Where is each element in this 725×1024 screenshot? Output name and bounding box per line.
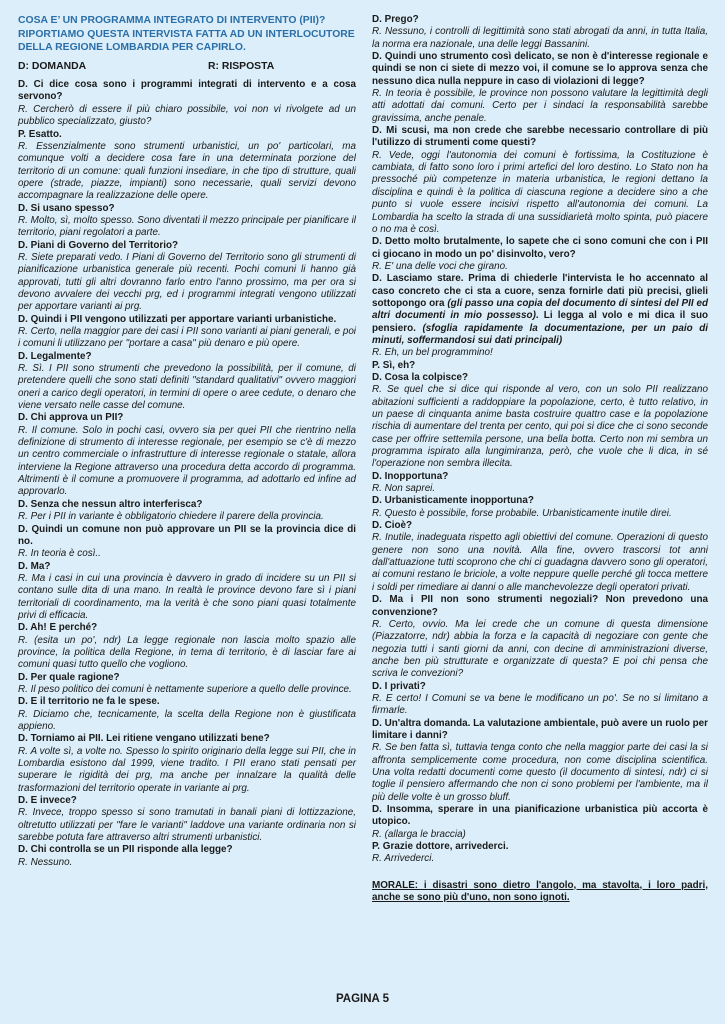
interview-answer: R. Cercherò di essere il più chiaro possibile, voi non vi rivolgete ad un pubblico specializzato, giusto? xyxy=(18,103,356,128)
interview-question: P. Esatto. xyxy=(18,128,62,140)
interview-answer: R. Vede, oggi l'autonomia dei comuni è fortissima, la Costituzione è cambiata, di fatto sono loro i primi artefici del loro destino. Lo Stato non ha pressoché più competenze in materia urbanistica, le regioni dettano la disciplina e quindi è la politica di ciascuna regione a decidere sino a che punto si vuole essere incisivi rispetto all'autonomia dei comuni. La Lombardia ha scelto la strada di una sussidiarietà molto spinta, può piacere o no ma è così. xyxy=(372,149,708,235)
interview-question: D. Quindi i PII vengono utilizzati per apportare varianti urbanistiche. xyxy=(18,313,337,325)
interview-question: D. Senza che nessun altro interferisca? xyxy=(18,498,203,510)
interview-question: P. Grazie dottore, arrivederci. xyxy=(372,841,509,853)
interview-question: P. Sì, eh? xyxy=(372,359,416,371)
interview-answer: R. Inutile, inadeguata rispetto agli obiettivi del comune. Operazioni di questo genere non sono una novità. Alla fine, ovvero trascorsi tot anni dall'attuazione tutti scoprono che chi ci guadagna davvero sono gli operatori, ai comuni restano le briciole, a volte neppure quelle perché gli tocca mettere i soldi per rimediare ai danni o alle manchevolezze degli operatori privati. xyxy=(372,532,708,593)
interview-answer: R. Questo è possibile, forse probabile. Urbanisticamente inutile direi. xyxy=(372,507,672,519)
interview-answer: R. Essenzialmente sono strumenti urbanistici, un po' particolari, ma comunque volti a decidere cosa fare in una determinata porzione del territorio di un comune: quali funzioni insediare, in che tipo di strutture, quali opere (strade, piazze, impianti) sono necessarie, quali servizi devono accompagnare la realizzazione delle opere. xyxy=(18,140,356,202)
interview-question: D. Prego? xyxy=(372,14,419,25)
interview-answer: R. In teoria è possibile, le province non possono valutare la legittimità degli atti adottati dai comuni. Certo per i sindaci la responsabilità sarebbe gravissima, anche penale. xyxy=(372,88,708,124)
interview-answer: R. Il comune. Solo in pochi casi, ovvero sia per quei PII che rientrino nella definizione di strumento di interesse regionale, per esempio se c'è di mezzo un centro commerciale o infrastrutture di interesse regionale o statale, allora interviene la Regione attraverso una procedura detta accordo di programma. Altrimenti è il comune a promuovere il programma, ad adottarlo ed infine ad approvarlo. xyxy=(18,424,356,498)
interview-answer: R. Siete preparati vedo. I Piani di Governo del Territorio sono gli strumenti di pianificazione urbanistica generale più recenti. Pochi comuni li hanno già approvati, tutti gli altri dovranno farlo entro l'anno prossimo, ma per ora si devono avvalere dei vecchi prg, ed i programmi integrati vengono utilizzati per apportare varianti ai prg. xyxy=(18,251,356,313)
interview-question: D. Legalmente? xyxy=(18,350,92,362)
interview-answer: R. In teoria è così.. xyxy=(18,548,101,560)
interview-question: D. Insomma, sperare in una pianificazione urbanistica più accorta è utopico. xyxy=(372,804,708,828)
legend xyxy=(18,61,356,73)
interview-question: D. Urbanisticamente inopportuna? xyxy=(372,495,534,507)
interview-answer: R. (allarga le braccia) xyxy=(372,828,466,840)
question-text: . Li legga al volo e mi dica il suo pensiero. xyxy=(372,310,709,334)
interview-question: D. Cosa la colpisce? xyxy=(372,371,469,383)
interview-question: D. Piani di Governo del Territorio? xyxy=(18,239,179,251)
interview-question: D. E il territorio ne fa le spese. xyxy=(18,696,160,708)
interview-question: D. Chi approva un PII? xyxy=(18,412,124,424)
intro-block xyxy=(18,14,356,55)
interview-answer: R. Sì. I PII sono strumenti che prevedono la possibilità, per il comune, di pretendere quelli che sono stati definiti "standard qualitativi" ovvero maggiori oneri a carico degli operatori, in termini di opere o aree cedute, o denaro che viene versato nelle casse del comune. xyxy=(18,363,356,412)
interview-question: D. Torniamo ai PII. Lei ritiene vengano utilizzati bene? xyxy=(18,733,270,745)
interview-answer: R. E' una delle voci che girano. xyxy=(372,260,508,272)
interview-answer: R. Nessuno. xyxy=(18,856,73,868)
interview-mixed-paragraph xyxy=(372,273,708,347)
interview-answer: R. Certo, nella maggior pare dei casi i PII sono varianti ai piani generali, e poi i comuni li utilizzano per "portare a casa" più denaro e più opere. xyxy=(18,326,356,350)
stage-direction: (sfoglia rapidamente la documentazione, per un paio di minuti, soffermandosi sui dati principali) xyxy=(372,322,708,346)
interview-question: D. Cioè? xyxy=(372,520,413,532)
interview-answer: R. Nessuno, i controlli di legittimità sono stati abrogati da anni, in tutta Italia, la norma era nazionale, una delle leggi Bassanini. xyxy=(372,26,708,50)
interview-answer: R. Se quel che si dice qui risponde al vero, con un solo PII realizzano abitazioni sufficienti a raddoppiare la popolazione, certo, è tutto relativo, in un paese di cinquanta anime basta costruire quattro case e la popolazione rischia di aumentare del trenta per cento, qui poi si dice che ci sono seconde case per offrire settemila persone, una bella botta. Certo non mi sembra un programma ispirato alla lungimiranza, però, che vuole che li dica, in sé l'operazione non sembra illecita. xyxy=(372,384,708,470)
interview-question: D. Ah! E perché? xyxy=(18,622,98,634)
intro-subtitle: RIPORTIAMO QUESTA INTERVISTA FATTA AD UN INTERLOCUTORE DELLA REGIONE LOMBARDIA PER CAPIRLO. xyxy=(18,28,355,54)
interview-question: D. Detto molto brutalmente, lo sapete che ci sono comuni che con i PII ci giocano in modo un po' disinvolto, vero? xyxy=(372,236,708,260)
interview-answer: R. Non saprei. xyxy=(372,483,436,495)
interview-question: D. Quindi un comune non può approvare un PII se la provincia dice di no. xyxy=(18,523,356,547)
interview-question: D. Inopportuna? xyxy=(372,470,449,482)
legend-domanda: D: DOMANDA xyxy=(18,60,87,72)
interview-question: D. Un'altra domanda. La valutazione ambientale, può avere un ruolo per limitare i danni? xyxy=(372,717,708,741)
interview-answer: R. Arrivederci. xyxy=(372,853,435,865)
interview-question: D. Ma i PII non sono strumenti negoziali? Non prevedono una convenzione? xyxy=(372,594,708,618)
page-number: PAGINA 5 xyxy=(335,993,390,1005)
interview-answer: R. Il peso politico dei comuni è nettamente superiore a quello delle province. xyxy=(18,683,352,695)
interview-question: D. Ci dice cosa sono i programmi integrati di intervento e a cosa servono? xyxy=(18,79,356,103)
interview-answer: R. E certo! I Comuni se va bene le modificano un po'. Se no si limitano a firmarle. xyxy=(372,692,708,717)
interview-answer: R. (esita un po', ndr) La legge regionale non lascia molto spazio alle province, la politica della Regione, in tema di territorio, è di lasciar fare ai comuni quasi tutto quello che vogliono. xyxy=(18,634,356,671)
morale-note: MORALE: i disastri sono dietro l'angolo, ma stavolta, i loro padri, anche se sono più d'uno, non sono ignoti. xyxy=(372,879,708,904)
interview-question: D. Ma? xyxy=(18,560,51,572)
right-column xyxy=(372,14,708,904)
interview-question: D. Si usano spesso? xyxy=(18,202,115,214)
question-text: D. Lasciamo stare. Prima di chiederle l'intervista le ho accennato al caso concreto che ci sta a cuore, senza fornirle dati più precisi, glieli sottopongo ora xyxy=(372,273,708,309)
interview-answer: R. Ma i casi in cui una provincia è davvero in grado di incidere su un PII si contano sulle dita di una mano. In realtà le province devono fare sì i piani territoriali di coordinamento, ma la verità è che sono piani quasi totalmente privi di efficacia. xyxy=(18,572,356,621)
interview-answer: R. Eh, un bel programmino! xyxy=(372,347,493,359)
interview-answer: R. Invece, troppo spesso si sono tramutati in banali piani di lottizzazione, oltretutto utilizzati per "fare le varianti" laddove una variante ordinaria non si sarebbe potuta fare attraverso altri strumenti urbanistici. xyxy=(18,807,356,844)
interview-answer: R. Se ben fatta sì, tuttavia tenga conto che nella maggior parte dei casi la si affronta semplicemente come procedura, non come disciplina scientifica. Una volta redatti documenti come questo (il documento di sintesi, ndr) ci si toglie il pensiero affermando che non ci sono problemi per l'ambiente, ma il più delle volte è un grosso bluff. xyxy=(372,742,708,803)
interview-answer: R. A volte sì, a volte no. Spesso lo spirito originario della legge sui PII, che in Lombardia esistono dal 1999, viene tradito. I PII erano stati pensati per superare le rigidità dei prg, ma anche per innalzare la qualità delle trasformazioni del territorio operate in variante ai prg. xyxy=(18,745,356,794)
interview-question: D. I privati? xyxy=(372,680,426,692)
interview-answer: R. Molto, sì, molto spesso. Sono diventati il mezzo principale per pianificare il territorio, piani regolatori a parte. xyxy=(18,214,356,239)
interview-answer: R. Per i PII in variante è obbligatorio chiedere il parere della provincia. xyxy=(18,511,324,523)
left-column xyxy=(18,14,356,869)
stage-direction: (gli passo una copia del documento di sintesi del PII ed altri documenti in mio possesso) xyxy=(372,297,708,322)
interview-question: D. E invece? xyxy=(18,795,77,807)
legend-risposta: R: RISPOSTA xyxy=(208,60,275,72)
interview-question: D. Quindi uno strumento così delicato, se non è d'interesse regionale e quindi se non ci siete di mezzo voi, il comune se lo approva senza che nessuno dica nulla neppure in caso di violazioni di legge? xyxy=(372,51,708,87)
interview-answer: R. Diciamo che, tecnicamente, la scelta della Regione non è giustificata appieno. xyxy=(18,708,356,732)
interview-question: D. Mi scusi, ma non crede che sarebbe necessario controllare di più l'utilizzo di strumenti come questi? xyxy=(372,125,708,149)
interview-question: D. Chi controlla se un PII risponde alla legge? xyxy=(18,844,233,856)
intro-title: COSA E’ UN PROGRAMMA INTEGRATO DI INTERVENTO (PII)? xyxy=(18,15,326,26)
interview-answer: R. Certo, ovvio. Ma lei crede che un comune di questa dimensione (Piazzatorre, ndr) abbia la forza e la capacità di negoziare con gente che negozia tutti i santi giorni da anni, con decine di amministrazioni diverse, anche ben più strutturate e organizzate di questa? E poi chi pensa che scriva le convezioni? xyxy=(372,618,708,680)
interview-question: D. Per quale ragione? xyxy=(18,671,120,683)
